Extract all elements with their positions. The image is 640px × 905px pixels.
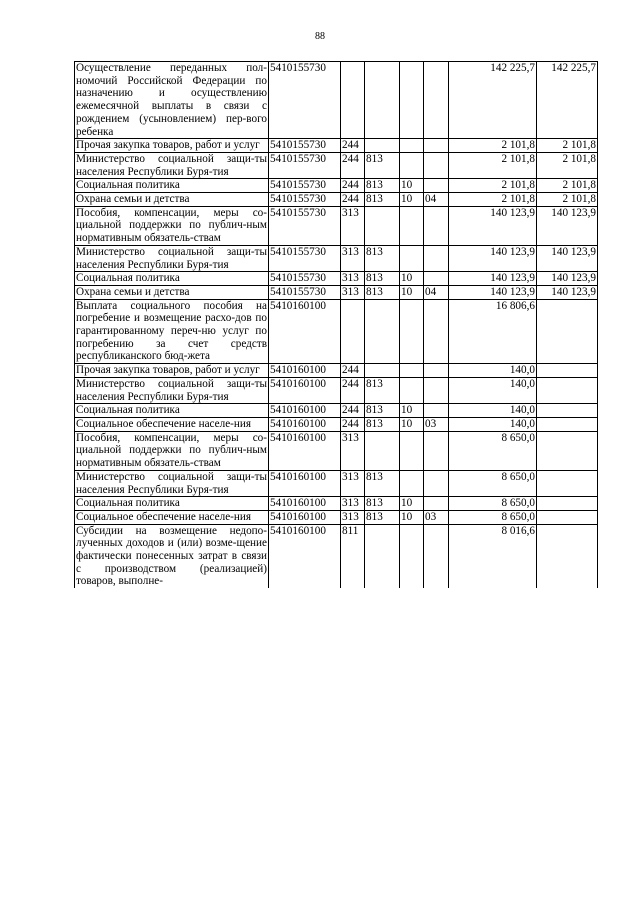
subsection-code [424,431,449,470]
amount-year-1 [449,139,537,153]
amount-year-2 [537,139,598,153]
amount-year-1 [449,272,537,286]
amount-year-2-text: 2 101,8 [562,193,596,206]
table-row [75,193,598,207]
row-name-text: Социальное обеспечение населе-ния [76,510,252,523]
row-name [75,245,269,271]
target-code [269,272,341,286]
row-name [75,377,269,403]
section-code [400,364,424,378]
expense-type-text: 244 [342,193,359,206]
target-code [269,364,341,378]
section-code [400,245,424,271]
table-row [75,139,598,153]
table-row [75,364,598,378]
target-code-text: 5410160100 [270,377,326,390]
amount-year-2 [537,245,598,271]
row-name-text: Пособия, компенсации, меры со-циальной поддержки по публич-ным нормативным обязатель-ствам [76,431,267,470]
department-code-text: 813 [366,497,383,510]
subsection-code [424,510,449,524]
row-name [75,139,269,153]
section-code [400,179,424,193]
expense-type [341,364,365,378]
expense-type-text: 244 [342,364,359,377]
target-code-text: 5410160100 [270,431,326,444]
section-code [400,470,424,496]
target-code [269,179,341,193]
department-code [365,364,400,378]
table-row [75,470,598,496]
subsection-code [424,245,449,271]
row-name [75,470,269,496]
amount-year-2 [537,510,598,524]
amount-year-1-text: 16 806,6 [495,299,535,312]
amount-year-1 [449,193,537,207]
amount-year-1-text: 140 123,9 [490,272,535,285]
expense-type [341,139,365,153]
expense-type-text: 313 [342,206,359,219]
department-code [365,62,400,139]
table-row [75,285,598,299]
subsection-code-text: 04 [425,193,437,206]
target-code-text: 5410160100 [270,524,326,537]
expense-type-text: 244 [342,152,359,165]
amount-year-2-text: 2 101,8 [562,152,596,165]
row-name-text: Министерство социальной защи-ты населения Республики Буря-тия [76,245,267,271]
target-code-text: 5410160100 [270,510,326,523]
target-code-text: 5410155730 [270,206,326,219]
amount-year-1-text: 140,0 [509,417,535,430]
section-code [400,377,424,403]
amount-year-1-text: 140 123,9 [490,206,535,219]
row-name-text: Прочая закупка товаров, работ и услуг [76,139,260,152]
expense-type [341,285,365,299]
amount-year-2-text [538,525,596,588]
target-code [269,497,341,511]
section-code-text: 10 [401,179,413,192]
row-name-text: Осуществление переданных пол-номочий Российской Федерации по назначению и осуществлению ежемесячной выплаты в связи с рождением (усыновлением) пер-вого ребенка [76,62,267,138]
amount-year-1 [449,299,537,364]
target-code-text: 5410160100 [270,299,326,312]
target-code-text: 5410160100 [270,404,326,417]
amount-year-1-text: 140,0 [509,404,535,417]
page-number: 88 [315,31,325,42]
target-code-text: 5410160100 [270,364,326,377]
row-name-text: Прочая закупка товаров, работ и услуг [76,364,260,377]
target-code [269,299,341,364]
budget-table [74,61,598,588]
row-name-text: Социальная политика [76,272,180,285]
row-name [75,431,269,470]
section-code [400,299,424,364]
expense-type [341,417,365,431]
target-code [269,193,341,207]
subsection-code-text: 03 [425,417,437,430]
amount-year-2-text: 140 123,9 [551,272,596,285]
expense-type-text: 244 [342,179,359,192]
section-code [400,272,424,286]
expense-type-text: 313 [342,510,359,523]
expense-type [341,193,365,207]
target-code-text: 5410155730 [270,193,326,206]
amount-year-1-text: 8 650,0 [501,510,535,523]
department-code [365,417,400,431]
section-code-text: 10 [401,285,413,298]
amount-year-2 [537,497,598,511]
expense-type [341,470,365,496]
subsection-code [424,524,449,588]
row-name [75,364,269,378]
target-code-text: 5410155730 [270,139,326,152]
amount-year-1 [449,285,537,299]
amount-year-1-text: 2 101,8 [501,152,535,165]
target-code-text: 5410160100 [270,417,326,430]
table-row [75,510,598,524]
department-code-text: 813 [366,470,383,483]
amount-year-2-text: 140 123,9 [551,206,596,219]
target-code [269,245,341,271]
subsection-code-text: 03 [425,510,437,523]
department-code-text: 813 [366,417,383,430]
row-name-text: Социальная политика [76,497,180,510]
amount-year-1-text: 2 101,8 [501,193,535,206]
table-row [75,404,598,418]
section-code [400,510,424,524]
row-name-text: Социальная политика [76,404,180,417]
department-code [365,193,400,207]
department-code [365,510,400,524]
subsection-code [424,497,449,511]
row-name [75,285,269,299]
amount-year-1 [449,245,537,271]
amount-year-1 [449,417,537,431]
amount-year-1 [449,62,537,139]
expense-type-text: 811 [342,524,359,537]
row-name [75,417,269,431]
amount-year-2 [537,524,598,588]
amount-year-2-text: 2 101,8 [562,179,596,192]
amount-year-2 [537,193,598,207]
row-name-text: Выплата социального пособия на погребение и возмещение расхо-дов по гарантированному переч-ню услуг по погребению за счет средств республиканского бюд-жета [76,299,267,363]
amount-year-1 [449,431,537,470]
amount-year-2 [537,377,598,403]
amount-year-1 [449,470,537,496]
amount-year-2 [537,152,598,178]
target-code [269,417,341,431]
section-code [400,404,424,418]
amount-year-2 [537,470,598,496]
table-row [75,245,598,271]
expense-type [341,510,365,524]
expense-type [341,497,365,511]
section-code-text: 10 [401,417,413,430]
amount-year-1 [449,179,537,193]
target-code [269,404,341,418]
target-code [269,510,341,524]
amount-year-1-text: 8 650,0 [501,470,535,483]
subsection-code [424,179,449,193]
table-row [75,524,598,588]
amount-year-2 [537,62,598,139]
row-name-text: Пособия, компенсации, меры со-циальной поддержки по публич-ным нормативным обязатель-ствам [76,206,267,245]
expense-type [341,62,365,139]
department-code [365,139,400,153]
amount-year-1 [449,364,537,378]
amount-year-2 [537,417,598,431]
table-row [75,152,598,178]
table-row [75,272,598,286]
expense-type [341,404,365,418]
subsection-code [424,299,449,364]
target-code-text: 5410155730 [270,285,326,298]
expense-type [341,245,365,271]
subsection-code [424,206,449,245]
row-name-text: Социальная политика [76,179,180,192]
section-code-text: 10 [401,193,413,206]
amount-year-2 [537,272,598,286]
amount-year-1-text: 140 123,9 [490,285,535,298]
subsection-code [424,470,449,496]
department-code [365,377,400,403]
section-code [400,497,424,511]
table-row [75,179,598,193]
amount-year-1-text: 140 123,9 [490,245,535,258]
amount-year-1 [449,377,537,403]
amount-year-1 [449,206,537,245]
department-code-text: 813 [366,404,383,417]
target-code [269,62,341,139]
expense-type-text: 313 [342,245,359,258]
department-code-text: 813 [366,285,383,298]
row-name-text: Министерство социальной защи-ты населения Республики Буря-тия [76,470,267,496]
section-code [400,152,424,178]
amount-year-1 [449,152,537,178]
expense-type [341,431,365,470]
amount-year-1 [449,497,537,511]
amount-year-2 [537,364,598,378]
department-code-text: 813 [366,179,383,192]
amount-year-1-text: 140,0 [509,377,535,390]
table-row [75,417,598,431]
subsection-code [424,62,449,139]
target-code-text: 5410155730 [270,62,326,74]
target-code [269,139,341,153]
section-code [400,62,424,139]
amount-year-2-text: 142 225,7 [551,62,596,74]
amount-year-2 [537,179,598,193]
row-name-text: Министерство социальной защи-ты населения Республики Буря-тия [76,377,267,403]
department-code [365,285,400,299]
target-code [269,431,341,470]
expense-type-text: 313 [342,285,359,298]
amount-year-2 [537,431,598,470]
target-code [269,470,341,496]
subsection-code-text: 04 [425,285,437,298]
row-name-text: Социальное обеспечение населе-ния [76,417,252,430]
amount-year-1-text: 142 225,7 [490,62,535,74]
amount-year-2-text: 2 101,8 [562,139,596,152]
department-code [365,524,400,588]
section-code [400,285,424,299]
amount-year-1 [449,404,537,418]
amount-year-2 [537,285,598,299]
amount-year-1-text: 140,0 [509,364,535,377]
table-row [75,377,598,403]
department-code-text: 813 [366,272,383,285]
amount-year-2-text: 140 123,9 [551,285,596,298]
target-code-text: 5410155730 [270,245,326,258]
subsection-code [424,193,449,207]
subsection-code [424,152,449,178]
target-code-text: 5410160100 [270,497,326,510]
row-name-text: Субсидии на возмещение недопо-лученных доходов и (или) возме-щение фактически понесенных затрат в связи с производством (реализацией) товаров, выполне- [76,524,267,588]
expense-type [341,299,365,364]
expense-type-text: 313 [342,272,359,285]
amount-year-1 [449,510,537,524]
subsection-code [424,285,449,299]
expense-type [341,206,365,245]
section-code-text: 10 [401,510,413,523]
department-code [365,431,400,470]
table-row [75,299,598,364]
section-code [400,524,424,588]
department-code-text: 813 [366,152,383,165]
department-code [365,152,400,178]
target-code-text: 5410160100 [270,470,326,483]
amount-year-1-text: 2 101,8 [501,139,535,152]
row-name [75,497,269,511]
row-name [75,272,269,286]
table-row [75,206,598,245]
row-name [75,152,269,178]
expense-type-text: 244 [342,377,359,390]
row-name [75,404,269,418]
expense-type [341,179,365,193]
subsection-code-text [425,525,447,588]
table-row [75,431,598,470]
section-code-text: 10 [401,404,413,417]
department-code [365,404,400,418]
subsection-code [424,417,449,431]
target-code [269,206,341,245]
department-code [365,497,400,511]
expense-type-text: 313 [342,431,359,444]
target-code [269,285,341,299]
row-name [75,193,269,207]
subsection-code [424,139,449,153]
amount-year-1-text: 8 016,6 [501,524,535,537]
expense-type [341,524,365,588]
section-code [400,193,424,207]
section-code-text: 10 [401,272,413,285]
department-code-text: 813 [366,510,383,523]
section-code-text [401,525,422,588]
target-code-text: 5410155730 [270,272,326,285]
expense-type [341,377,365,403]
table-row [75,62,598,139]
department-code [365,245,400,271]
amount-year-2 [537,404,598,418]
row-name-text: Министерство социальной защи-ты населения Республики Буря-тия [76,152,267,178]
amount-year-2-text: 140 123,9 [551,245,596,258]
expense-type [341,272,365,286]
row-name [75,206,269,245]
department-code [365,206,400,245]
department-code [365,470,400,496]
row-name [75,524,269,588]
expense-type-text: 313 [342,470,359,483]
expense-type-text: 244 [342,417,359,430]
amount-year-2 [537,206,598,245]
target-code-text: 5410155730 [270,179,326,192]
row-name [75,179,269,193]
subsection-code [424,272,449,286]
row-name-text: Охрана семьи и детства [76,285,190,298]
section-code [400,139,424,153]
department-code [365,299,400,364]
amount-year-1-text: 8 650,0 [501,497,535,510]
expense-type-text: 244 [342,404,359,417]
amount-year-1 [449,524,537,588]
department-code [365,179,400,193]
subsection-code [424,404,449,418]
target-code [269,152,341,178]
expense-type [341,152,365,178]
expense-type-text: 244 [342,139,359,152]
subsection-code [424,377,449,403]
section-code [400,431,424,470]
row-name [75,62,269,139]
amount-year-1-text: 8 650,0 [501,431,535,444]
department-code-text [366,525,398,588]
section-code [400,417,424,431]
department-code-text: 813 [366,245,383,258]
row-name-text: Охрана семьи и детства [76,193,190,206]
row-name [75,510,269,524]
row-name [75,299,269,364]
amount-year-2 [537,299,598,364]
table-row [75,497,598,511]
target-code-text: 5410155730 [270,152,326,165]
section-code [400,206,424,245]
section-code-text: 10 [401,497,413,510]
department-code-text: 813 [366,193,383,206]
expense-type-text: 313 [342,497,359,510]
amount-year-1-text: 2 101,8 [501,179,535,192]
department-code-text: 813 [366,377,383,390]
department-code [365,272,400,286]
target-code [269,524,341,588]
target-code [269,377,341,403]
subsection-code [424,364,449,378]
